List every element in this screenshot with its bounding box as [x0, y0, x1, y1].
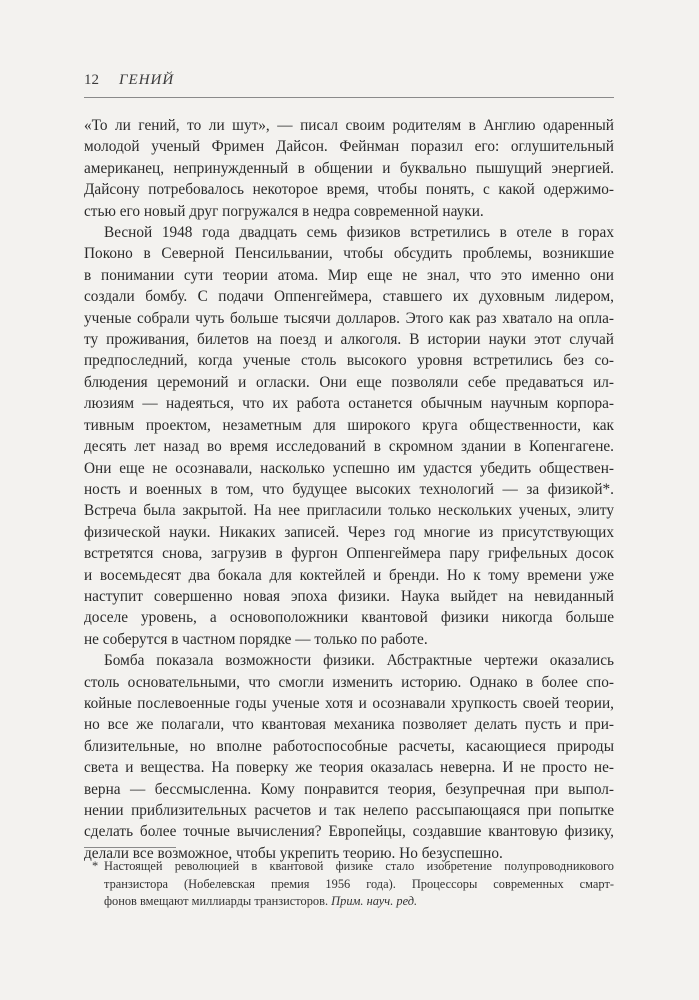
text-line: Дайсону потребовалось некоторое время, чтобы понять, с какой одержимо- — [84, 181, 614, 199]
footnote-line — [104, 893, 614, 911]
text-line: тивным проектом, незаметным для широкого круга общественности, как — [84, 416, 614, 434]
paragraph — [84, 222, 614, 650]
footnote-marker: * — [92, 859, 99, 873]
text-line: блюдения церемоний и огласки. Они еще позволяли себе предаваться ил- — [84, 373, 614, 391]
footnote-line: транзистора (Нобелевская премия 1956 года). Процессоры современных смарт- — [104, 876, 614, 891]
text-line: нении приблизительных расчетов и так нелепо рассыпающаяся при попытке — [84, 802, 614, 819]
text-line: койные послевоенные годы ученые хотя и осознавали хрупкость своей теории, — [84, 694, 614, 712]
running-header — [84, 72, 614, 89]
footnote-line: Настоящей революцией в квантовой физике стало изобретение полупроводникового — [104, 859, 614, 873]
text-line: стью его новый друг погружался в недра современной науки. — [84, 202, 484, 220]
paragraph — [84, 115, 614, 222]
text-line: американец, непринужденный в общении и буквально пышущий энергией. — [84, 159, 614, 177]
text-line: делали все возможное, чтобы укрепить теорию. Но безуспешно. — [84, 844, 503, 862]
text-line: физической науки. Никаких записей. Через год многие из присутствующих — [84, 523, 614, 541]
text-line: и восемьдесят два бокала для коктейлей и бренди. Но к тому времени уже — [84, 566, 614, 584]
text-line: молодой ученый Фримен Дайсон. Фейнман поразил его: оглушительный — [84, 138, 614, 156]
text-line: доселе уровень, а основоположники квантовой физики никогда больше — [84, 609, 614, 627]
text-line: не соберутся в частном порядке — только по работе. — [84, 630, 428, 648]
text-line: но все же полагали, что квантовая механика позволяет делать пусть и при- — [84, 716, 614, 734]
footnote-rule — [84, 847, 176, 848]
running-title: ГЕНИЙ — [119, 72, 175, 88]
footnote-line-text: фонов вмещают миллиарды транзисторов. — [104, 894, 329, 909]
text-line: Бомба показала возможности физики. Абстрактные чертежи оказались — [104, 652, 614, 670]
text-line: столь основательными, что смогли изменить историю. Однако в более спо- — [84, 673, 614, 691]
text-line: Весной 1948 года двадцать семь физиков встретились в отеле в горах — [104, 224, 614, 242]
body-text — [84, 115, 614, 864]
text-line: Поконо в Северной Пенсильвании, чтобы обсудить проблемы, возникшие — [84, 245, 614, 263]
header-rule — [84, 97, 614, 98]
text-line: ность и военных в том, что будущее высоких технологий — за физикой*. — [84, 480, 614, 498]
text-line: в понимании сути теории атома. Мир еще не знал, что это именно они — [84, 266, 614, 284]
paragraph — [84, 650, 614, 864]
page-number: 12 — [84, 72, 99, 88]
text-line: Встреча была закрытой. На нее пригласили только нескольких ученых, элиту — [84, 502, 614, 520]
text-line: наступит совершенно новая эпоха физики. Наука выйдет на невиданный — [84, 587, 614, 605]
text-line: люзиям — надеяться, что их работа останется обычным научным корпора- — [84, 395, 614, 413]
editor-note: Прим. науч. ред. — [331, 894, 418, 909]
text-line: «То ли гений, то ли шут», — писал своим родителям в Англию одаренный — [84, 117, 614, 134]
text-line: света и вещества. На поверку же теория оказалась неверна. И не просто не- — [84, 759, 614, 777]
text-line: встретятся снова, загрузив в фургон Оппенгеймера пару грифельных досок — [84, 545, 614, 563]
text-line: сделать более точные вычисления? Европейцы, создавшие квантовую физику, — [84, 823, 614, 841]
text-line: ученые собрали чуть больше тысячи долларов. Этого как раз хватало на опла- — [84, 309, 614, 327]
footnote — [92, 858, 614, 911]
text-line: создали бомбу. С подачи Оппенгеймера, ставшего их духовным лидером, — [84, 288, 614, 306]
text-line: верна — бессмысленна. Кому понравится теория, безупречная при выпол- — [84, 780, 614, 798]
text-line: десять лет назад во время исследований в скромном здании в Копенгагене. — [84, 438, 614, 456]
text-line: ту проживания, билетов на поезд и алкоголя. В истории науки этот случай — [84, 331, 614, 349]
text-line: близительные, но вполне работоспособные расчеты, касающиеся природы — [84, 737, 614, 755]
text-line: Они еще не осознавали, насколько успешно им удастся убедить обществен- — [84, 459, 614, 477]
text-line: предпоследний, когда ученые столь высокого уровня встретились без со- — [84, 352, 614, 370]
